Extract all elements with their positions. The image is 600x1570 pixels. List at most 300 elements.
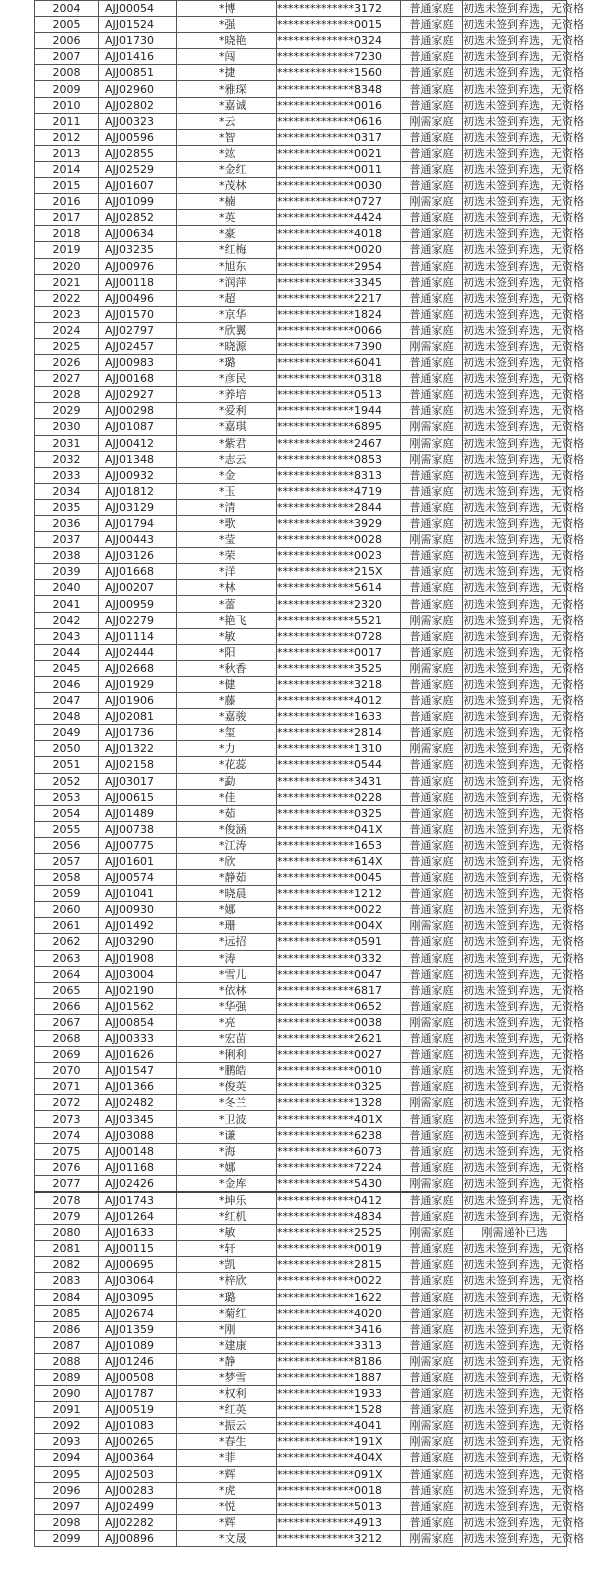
id-cell: **************0325 <box>277 1079 401 1095</box>
type-cell: 普通家庭 <box>401 1466 463 1482</box>
table-row <box>35 226 567 242</box>
seq-cell: 2098 <box>35 1514 99 1530</box>
table-row <box>35 306 567 322</box>
code-cell: AJJ01626 <box>99 1047 177 1063</box>
code-cell: AJJ01492 <box>99 918 177 934</box>
name-cell: *江涛 <box>177 837 277 853</box>
seq-cell: 2070 <box>35 1063 99 1079</box>
name-cell: *欣 <box>177 853 277 869</box>
code-cell: AJJ01562 <box>99 998 177 1014</box>
type-cell: 普通家庭 <box>401 644 463 660</box>
seq-cell: 2011 <box>35 113 99 129</box>
name-cell: *藤 <box>177 693 277 709</box>
code-cell: AJJ00323 <box>99 113 177 129</box>
id-cell: **************0019 <box>277 1241 401 1257</box>
status-cell: 初选未签到弃选，无资格 <box>463 726 584 740</box>
code-cell: AJJ03235 <box>99 242 177 258</box>
seq-cell: 2023 <box>35 306 99 322</box>
name-cell: *红梅 <box>177 242 277 258</box>
name-cell: *金库 <box>177 1175 277 1192</box>
type-cell: 普通家庭 <box>401 161 463 177</box>
id-cell: **************1328 <box>277 1095 401 1111</box>
name-cell: *红英 <box>177 1402 277 1418</box>
table-row <box>35 1418 567 1434</box>
seq-cell: 2028 <box>35 387 99 403</box>
type-cell: 普通家庭 <box>401 226 463 242</box>
name-cell: *辉 <box>177 1466 277 1482</box>
id-cell: **************191X <box>277 1434 401 1450</box>
seq-cell: 2032 <box>35 451 99 467</box>
table-row <box>35 902 567 918</box>
id-cell: **************3212 <box>277 1530 401 1546</box>
status-cell: 初选未签到弃选，无资格 <box>463 1242 584 1256</box>
id-cell: **************0616 <box>277 113 401 129</box>
type-cell: 普通家庭 <box>401 1241 463 1257</box>
seq-cell: 2094 <box>35 1450 99 1466</box>
id-cell: **************4834 <box>277 1209 401 1225</box>
table-row <box>35 1353 567 1369</box>
id-cell: **************1633 <box>277 709 401 725</box>
code-cell: AJJ02279 <box>99 612 177 628</box>
id-cell: **************2621 <box>277 1031 401 1047</box>
id-cell: **************1310 <box>277 741 401 757</box>
seq-cell: 2016 <box>35 194 99 210</box>
type-cell: 普通家庭 <box>401 242 463 258</box>
status-cell: 初选未签到弃选，无资格 <box>463 404 584 418</box>
type-cell: 刚需家庭 <box>401 1095 463 1111</box>
status-cell: 初选未签到弃选，无资格 <box>463 146 584 160</box>
table-row <box>35 870 567 886</box>
seq-cell: 2029 <box>35 403 99 419</box>
id-cell: **************7224 <box>277 1159 401 1175</box>
table-row <box>35 1225 567 1241</box>
id-cell: **************1824 <box>277 306 401 322</box>
table-row <box>35 1095 567 1111</box>
type-cell: 普通家庭 <box>401 258 463 274</box>
code-cell: AJJ00283 <box>99 1482 177 1498</box>
status-cell: 初选未签到弃选，无资格 <box>463 34 584 48</box>
seq-cell: 2060 <box>35 902 99 918</box>
code-cell: AJJ01041 <box>99 886 177 902</box>
type-cell: 普通家庭 <box>401 821 463 837</box>
type-cell: 刚需家庭 <box>401 612 463 628</box>
seq-cell: 2077 <box>35 1175 99 1192</box>
table-row <box>35 1159 567 1175</box>
table-row <box>35 564 567 580</box>
type-cell: 普通家庭 <box>401 676 463 692</box>
code-cell: AJJ01794 <box>99 516 177 532</box>
status-cell: 初选未签到弃选，无资格 <box>463 130 584 144</box>
seq-cell: 2056 <box>35 837 99 853</box>
status-cell: 初选未签到弃选，无资格 <box>463 677 584 691</box>
id-cell: **************0727 <box>277 194 401 210</box>
id-cell: **************0021 <box>277 145 401 161</box>
id-cell: **************0324 <box>277 33 401 49</box>
code-cell: AJJ01633 <box>99 1225 177 1241</box>
table-row <box>35 1273 567 1289</box>
type-cell: 普通家庭 <box>401 548 463 564</box>
status-cell: 初选未签到弃选，无资格 <box>463 1210 584 1224</box>
code-cell: AJJ00930 <box>99 902 177 918</box>
table-row <box>35 1289 567 1305</box>
name-cell: *紫君 <box>177 435 277 451</box>
name-cell: *远招 <box>177 934 277 950</box>
code-cell: AJJ01322 <box>99 741 177 757</box>
id-cell: **************2815 <box>277 1257 401 1273</box>
seq-cell: 2055 <box>35 821 99 837</box>
code-cell: AJJ00333 <box>99 1031 177 1047</box>
type-cell: 普通家庭 <box>401 1111 463 1127</box>
type-cell: 普通家庭 <box>401 1063 463 1079</box>
code-cell: AJJ00168 <box>99 371 177 387</box>
name-cell: *花蕊 <box>177 757 277 773</box>
status-cell: 初选未签到弃选，无资格 <box>463 500 584 514</box>
code-cell: AJJ00508 <box>99 1369 177 1385</box>
type-cell: 普通家庭 <box>401 81 463 97</box>
seq-cell: 2007 <box>35 49 99 65</box>
status-cell: 初选未签到弃选，无资格 <box>463 307 584 321</box>
id-cell: **************0020 <box>277 242 401 258</box>
seq-cell: 2065 <box>35 982 99 998</box>
seq-cell: 2009 <box>35 81 99 97</box>
type-cell: 普通家庭 <box>401 499 463 515</box>
id-cell: **************3345 <box>277 274 401 290</box>
id-cell: **************0011 <box>277 161 401 177</box>
code-cell: AJJ03088 <box>99 1127 177 1143</box>
table-row <box>35 1402 567 1418</box>
status-cell: 初选未签到弃选，无资格 <box>463 468 584 482</box>
status-cell: 初选未签到弃选，无资格 <box>463 806 584 820</box>
id-cell: **************8186 <box>277 1353 401 1369</box>
status-cell: 初选未签到弃选，无资格 <box>463 323 584 337</box>
name-cell: *文晟 <box>177 1530 277 1546</box>
id-cell: **************091X <box>277 1466 401 1482</box>
type-cell: 普通家庭 <box>401 580 463 596</box>
table-row <box>35 853 567 869</box>
table-row <box>35 194 567 210</box>
code-cell: AJJ01668 <box>99 564 177 580</box>
name-cell: *英 <box>177 210 277 226</box>
id-cell: **************4913 <box>277 1514 401 1530</box>
type-cell: 普通家庭 <box>401 33 463 49</box>
code-cell: AJJ01114 <box>99 628 177 644</box>
status-cell: 初选未签到弃选，无资格 <box>463 243 584 257</box>
type-cell: 普通家庭 <box>401 805 463 821</box>
name-cell: *嘉诚 <box>177 97 277 113</box>
table-row <box>35 290 567 306</box>
name-cell: *力 <box>177 741 277 757</box>
type-cell: 普通家庭 <box>401 322 463 338</box>
status-cell: 初选未签到弃选，无资格 <box>463 195 584 209</box>
id-cell: **************0017 <box>277 644 401 660</box>
seq-cell: 2058 <box>35 870 99 886</box>
name-cell: *静茹 <box>177 870 277 886</box>
type-cell: 刚需家庭 <box>401 918 463 934</box>
status-cell: 初选未签到弃选，无资格 <box>463 420 584 434</box>
table-row <box>35 1369 567 1385</box>
type-cell: 普通家庭 <box>401 950 463 966</box>
code-cell: AJJ01168 <box>99 1159 177 1175</box>
seq-cell: 2033 <box>35 467 99 483</box>
name-cell: *秋香 <box>177 660 277 676</box>
type-cell: 普通家庭 <box>401 1209 463 1225</box>
name-cell: *闯 <box>177 49 277 65</box>
type-cell: 刚需家庭 <box>401 741 463 757</box>
id-cell: **************8313 <box>277 467 401 483</box>
type-cell: 普通家庭 <box>401 1402 463 1418</box>
table-row <box>35 1209 567 1225</box>
seq-cell: 2010 <box>35 97 99 113</box>
results-table <box>34 0 584 1547</box>
name-cell: *凯 <box>177 1257 277 1273</box>
type-cell: 普通家庭 <box>401 837 463 853</box>
seq-cell: 2048 <box>35 709 99 725</box>
code-cell: AJJ00634 <box>99 226 177 242</box>
type-cell: 普通家庭 <box>401 97 463 113</box>
table-row <box>35 1241 567 1257</box>
status-cell: 初选未签到弃选，无资格 <box>463 340 584 354</box>
type-cell: 刚需家庭 <box>401 532 463 548</box>
code-cell: AJJ02797 <box>99 322 177 338</box>
table-row <box>35 97 567 113</box>
code-cell: AJJ01812 <box>99 483 177 499</box>
table-row <box>35 1127 567 1143</box>
table-row <box>35 1 567 17</box>
table-row <box>35 435 567 451</box>
id-cell: **************3313 <box>277 1337 401 1353</box>
id-cell: **************2320 <box>277 596 401 612</box>
id-cell: **************8348 <box>277 81 401 97</box>
name-cell: *璐 <box>177 355 277 371</box>
code-cell: AJJ01736 <box>99 725 177 741</box>
seq-cell: 2039 <box>35 564 99 580</box>
type-cell: 普通家庭 <box>401 773 463 789</box>
type-cell: 普通家庭 <box>401 129 463 145</box>
table-row <box>35 242 567 258</box>
name-cell: *茂林 <box>177 178 277 194</box>
name-cell: *俊英 <box>177 1079 277 1095</box>
seq-cell: 2074 <box>35 1127 99 1143</box>
code-cell: AJJ02668 <box>99 660 177 676</box>
table-row <box>35 17 567 33</box>
status-cell: 初选未签到弃选，无资格 <box>463 1387 584 1401</box>
type-cell: 刚需家庭 <box>401 660 463 676</box>
status-cell: 初选未签到弃选，无资格 <box>463 1192 567 1209</box>
type-cell: 普通家庭 <box>401 1289 463 1305</box>
table-row <box>35 886 567 902</box>
type-cell: 普通家庭 <box>401 628 463 644</box>
status-cell: 初选未签到弃选，无资格 <box>463 356 584 370</box>
type-cell: 普通家庭 <box>401 483 463 499</box>
id-cell: **************0030 <box>277 178 401 194</box>
status-cell: 初选未签到弃选，无资格 <box>463 597 584 611</box>
id-cell: **************0652 <box>277 998 401 1014</box>
type-cell: 普通家庭 <box>401 934 463 950</box>
status-cell: 初选未签到弃选，无资格 <box>463 1483 584 1497</box>
id-cell: **************0010 <box>277 1063 401 1079</box>
seq-cell: 2078 <box>35 1192 99 1209</box>
seq-cell: 2061 <box>35 918 99 934</box>
table-row <box>35 322 567 338</box>
status-cell: 初选未签到弃选，无资格 <box>463 50 584 64</box>
name-cell: *坤乐 <box>177 1192 277 1209</box>
code-cell: AJJ00207 <box>99 580 177 596</box>
seq-cell: 2036 <box>35 516 99 532</box>
seq-cell: 2084 <box>35 1289 99 1305</box>
table-row <box>35 33 567 49</box>
code-cell: AJJ02190 <box>99 982 177 998</box>
type-cell: 普通家庭 <box>401 886 463 902</box>
status-cell: 初选未签到弃选，无资格 <box>463 1531 584 1545</box>
name-cell: *洋 <box>177 564 277 580</box>
status-cell: 初选未签到弃选，无资格 <box>463 1371 584 1385</box>
id-cell: **************0045 <box>277 870 401 886</box>
seq-cell: 2086 <box>35 1321 99 1337</box>
code-cell: AJJ02081 <box>99 709 177 725</box>
type-cell: 普通家庭 <box>401 1159 463 1175</box>
code-cell: AJJ01089 <box>99 1337 177 1353</box>
name-cell: *菲 <box>177 1450 277 1466</box>
type-cell: 普通家庭 <box>401 274 463 290</box>
table-row <box>35 1305 567 1321</box>
code-cell: AJJ00738 <box>99 821 177 837</box>
code-cell: AJJ01743 <box>99 1192 177 1209</box>
code-cell: AJJ01489 <box>99 805 177 821</box>
type-cell: 普通家庭 <box>401 516 463 532</box>
table-row <box>35 274 567 290</box>
seq-cell: 2049 <box>35 725 99 741</box>
name-cell: *荣 <box>177 548 277 564</box>
code-cell: AJJ01359 <box>99 1321 177 1337</box>
seq-cell: 2021 <box>35 274 99 290</box>
table-row <box>35 1047 567 1063</box>
seq-cell: 2052 <box>35 773 99 789</box>
status-cell: 初选未签到弃选，无资格 <box>463 227 584 241</box>
table-row <box>35 1257 567 1273</box>
type-cell: 普通家庭 <box>401 210 463 226</box>
id-cell: **************0412 <box>277 1192 401 1209</box>
status-cell: 初选未签到弃选，无资格 <box>463 951 584 965</box>
id-cell: **************404X <box>277 1450 401 1466</box>
status-cell: 初选未签到弃选，无资格 <box>463 871 584 885</box>
seq-cell: 2044 <box>35 644 99 660</box>
name-cell: *珊 <box>177 918 277 934</box>
name-cell: *晓源 <box>177 338 277 354</box>
type-cell: 刚需家庭 <box>401 1175 463 1192</box>
type-cell: 普通家庭 <box>401 982 463 998</box>
status-cell: 初选未签到弃选，无资格 <box>463 1515 584 1529</box>
seq-cell: 2045 <box>35 660 99 676</box>
code-cell: AJJ01264 <box>99 1209 177 1225</box>
table-row <box>35 934 567 950</box>
name-cell: *海 <box>177 1143 277 1159</box>
status-cell: 初选未签到弃选，无资格 <box>463 645 584 659</box>
seq-cell: 2080 <box>35 1225 99 1241</box>
code-cell: AJJ00983 <box>99 355 177 371</box>
seq-cell: 2051 <box>35 757 99 773</box>
name-cell: *嘉骏 <box>177 709 277 725</box>
type-cell: 普通家庭 <box>401 1514 463 1530</box>
seq-cell: 2082 <box>35 1257 99 1273</box>
type-cell: 刚需家庭 <box>401 194 463 210</box>
table-row <box>35 49 567 65</box>
seq-cell: 2066 <box>35 998 99 1014</box>
status-cell: 初选未签到弃选，无资格 <box>463 1435 584 1449</box>
code-cell: AJJ03017 <box>99 773 177 789</box>
code-cell: AJJ00118 <box>99 274 177 290</box>
code-cell: AJJ02426 <box>99 1175 177 1192</box>
id-cell: **************4424 <box>277 210 401 226</box>
name-cell: *超 <box>177 290 277 306</box>
seq-cell: 2097 <box>35 1498 99 1514</box>
id-cell: **************0317 <box>277 129 401 145</box>
status-cell: 初选未签到弃选，无资格 <box>463 967 584 981</box>
type-cell: 普通家庭 <box>401 467 463 483</box>
table-row <box>35 451 567 467</box>
name-cell: *金 <box>177 467 277 483</box>
seq-cell: 2092 <box>35 1418 99 1434</box>
name-cell: *欣翼 <box>177 322 277 338</box>
code-cell: AJJ03064 <box>99 1273 177 1289</box>
table-row <box>35 789 567 805</box>
code-cell: AJJ01348 <box>99 451 177 467</box>
table-row <box>35 773 567 789</box>
id-cell: **************0332 <box>277 950 401 966</box>
code-cell: AJJ01366 <box>99 1079 177 1095</box>
id-cell: **************1933 <box>277 1386 401 1402</box>
table-row <box>35 129 567 145</box>
type-cell: 刚需家庭 <box>401 435 463 451</box>
seq-cell: 2050 <box>35 741 99 757</box>
name-cell: *俐利 <box>177 1047 277 1063</box>
name-cell: *捷 <box>177 65 277 81</box>
code-cell: AJJ01787 <box>99 1386 177 1402</box>
name-cell: *俊涵 <box>177 821 277 837</box>
seq-cell: 2095 <box>35 1466 99 1482</box>
id-cell: **************5430 <box>277 1175 401 1192</box>
seq-cell: 2047 <box>35 693 99 709</box>
status-cell: 初选未签到弃选，无资格 <box>463 1258 584 1272</box>
table-row <box>35 1143 567 1159</box>
seq-cell: 2090 <box>35 1386 99 1402</box>
seq-cell: 2041 <box>35 596 99 612</box>
id-cell: **************401X <box>277 1111 401 1127</box>
seq-cell: 2020 <box>35 258 99 274</box>
type-cell: 普通家庭 <box>401 1305 463 1321</box>
id-cell: **************6817 <box>277 982 401 998</box>
id-cell: **************215X <box>277 564 401 580</box>
code-cell: AJJ02482 <box>99 1095 177 1111</box>
code-cell: AJJ00148 <box>99 1143 177 1159</box>
id-cell: **************2844 <box>277 499 401 515</box>
code-cell: AJJ02529 <box>99 161 177 177</box>
results-table-container <box>34 0 584 1547</box>
seq-cell: 2014 <box>35 161 99 177</box>
name-cell: *旭东 <box>177 258 277 274</box>
name-cell: *雪儿 <box>177 966 277 982</box>
seq-cell: 2072 <box>35 1095 99 1111</box>
seq-cell: 2019 <box>35 242 99 258</box>
type-cell: 普通家庭 <box>401 1143 463 1159</box>
status-cell: 初选未签到弃选，无资格 <box>463 211 584 225</box>
type-cell: 普通家庭 <box>401 1450 463 1466</box>
table-row <box>35 532 567 548</box>
code-cell: AJJ00615 <box>99 789 177 805</box>
id-cell: **************3172 <box>277 1 401 17</box>
code-cell: AJJ02674 <box>99 1305 177 1321</box>
type-cell: 普通家庭 <box>401 17 463 33</box>
name-cell: *宏苗 <box>177 1031 277 1047</box>
